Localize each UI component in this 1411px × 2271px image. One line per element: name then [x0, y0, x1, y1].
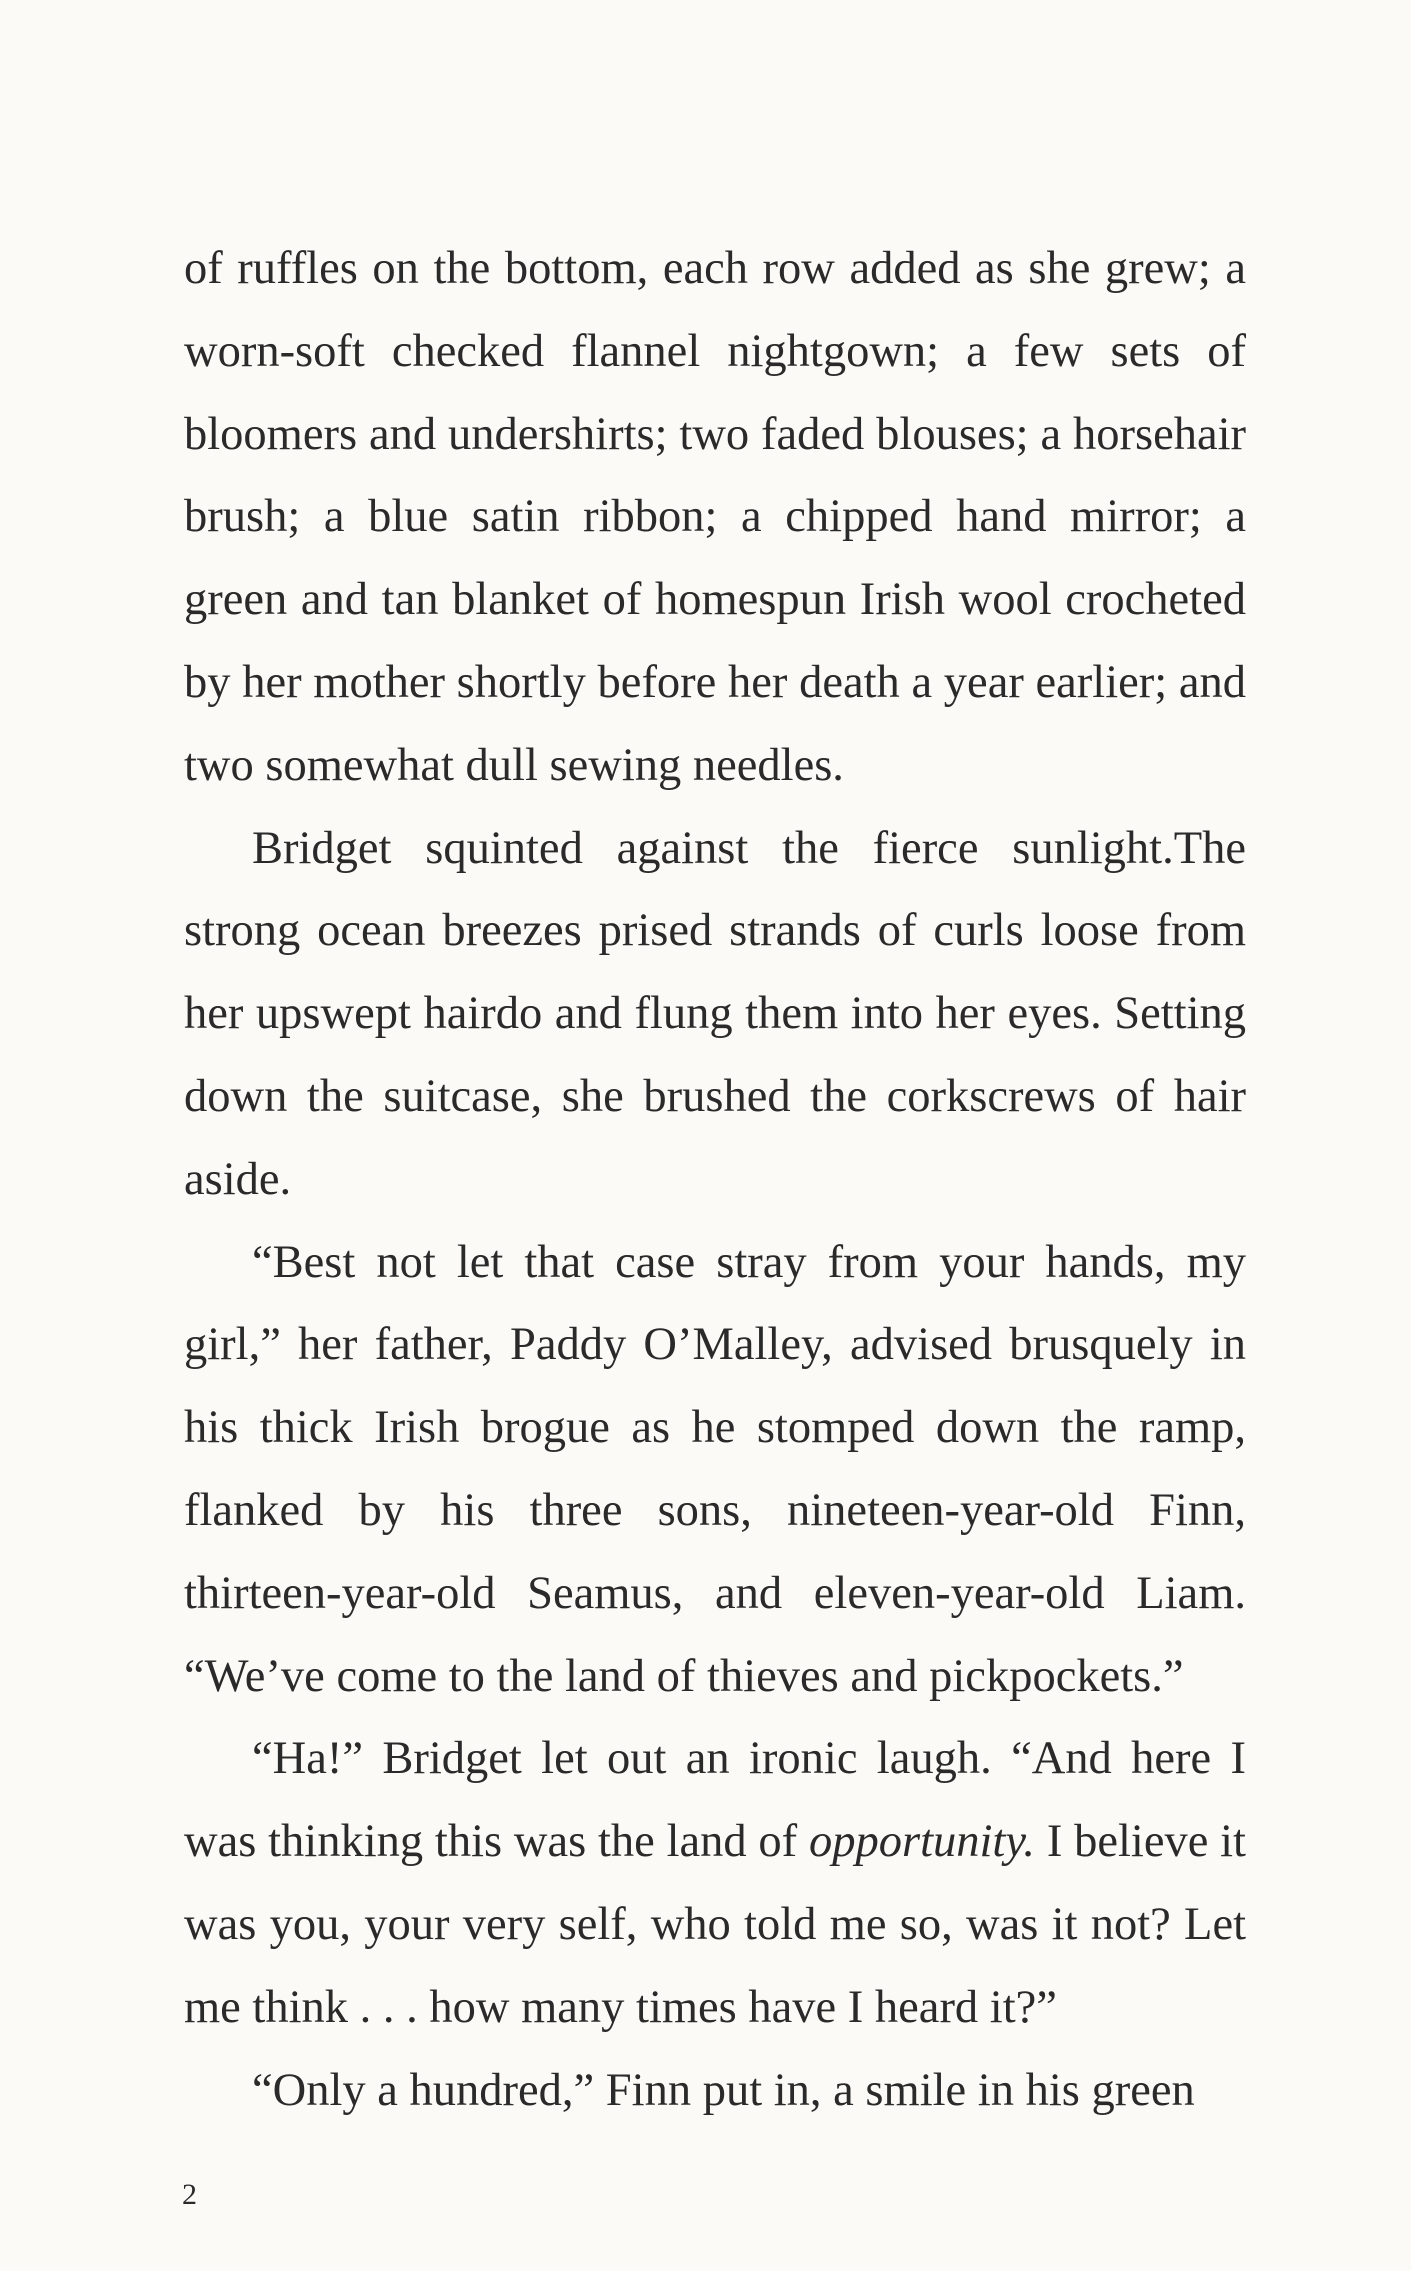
body-text [184, 228, 1246, 2132]
paragraph-2: Bridget squinted against the fierce sunlight.The strong ocean breezes prised strands of curls loose from her upswept hairdo and flung them into her eyes. Setting down the suitcase, she brushed the corkscrews of hair aside. [184, 822, 1246, 1205]
paragraph-1: of ruffles on the bottom, each row added as she grew; a worn-soft checked flannel nightgown; a few sets of bloomers and undershirts; two faded blouses; a horsehair brush; a blue satin ribbon; a chipped hand mirror; a green and tan blanket of homespun Irish wool crocheted by her mother shortly before her death a year earlier; and two somewhat dull sewing needles. [184, 243, 1246, 791]
paragraph-4-text-after: I believe it was you, your very self, who told me so, was it not? Let me think . . . how many times have I heard it?” [184, 1816, 1246, 2033]
paragraph-4-text-before: “Ha!” Bridget let out an ironic laugh. “And here I was thinking this was the land of [184, 1733, 1246, 1868]
paragraph-4-emphasis: opportunity. [808, 1816, 1036, 1868]
paragraph-4 [184, 1718, 1246, 2049]
paragraph-3: “Best not let that case stray from your hands, my girl,” her father, Paddy O’Malley, advised brusquely in his thick Irish brogue as he stomped down the ramp, flanked by his three sons, nineteen-year-old Finn, thirteen-year-old Seamus, and eleven-year-old Liam. “We’ve come to the land of thieves and pickpockets.” [184, 1236, 1246, 1702]
page-number: 2 [182, 2178, 197, 2211]
paragraph-5: “Only a hundred,” Finn put in, a smile in his green [252, 2064, 1195, 2116]
